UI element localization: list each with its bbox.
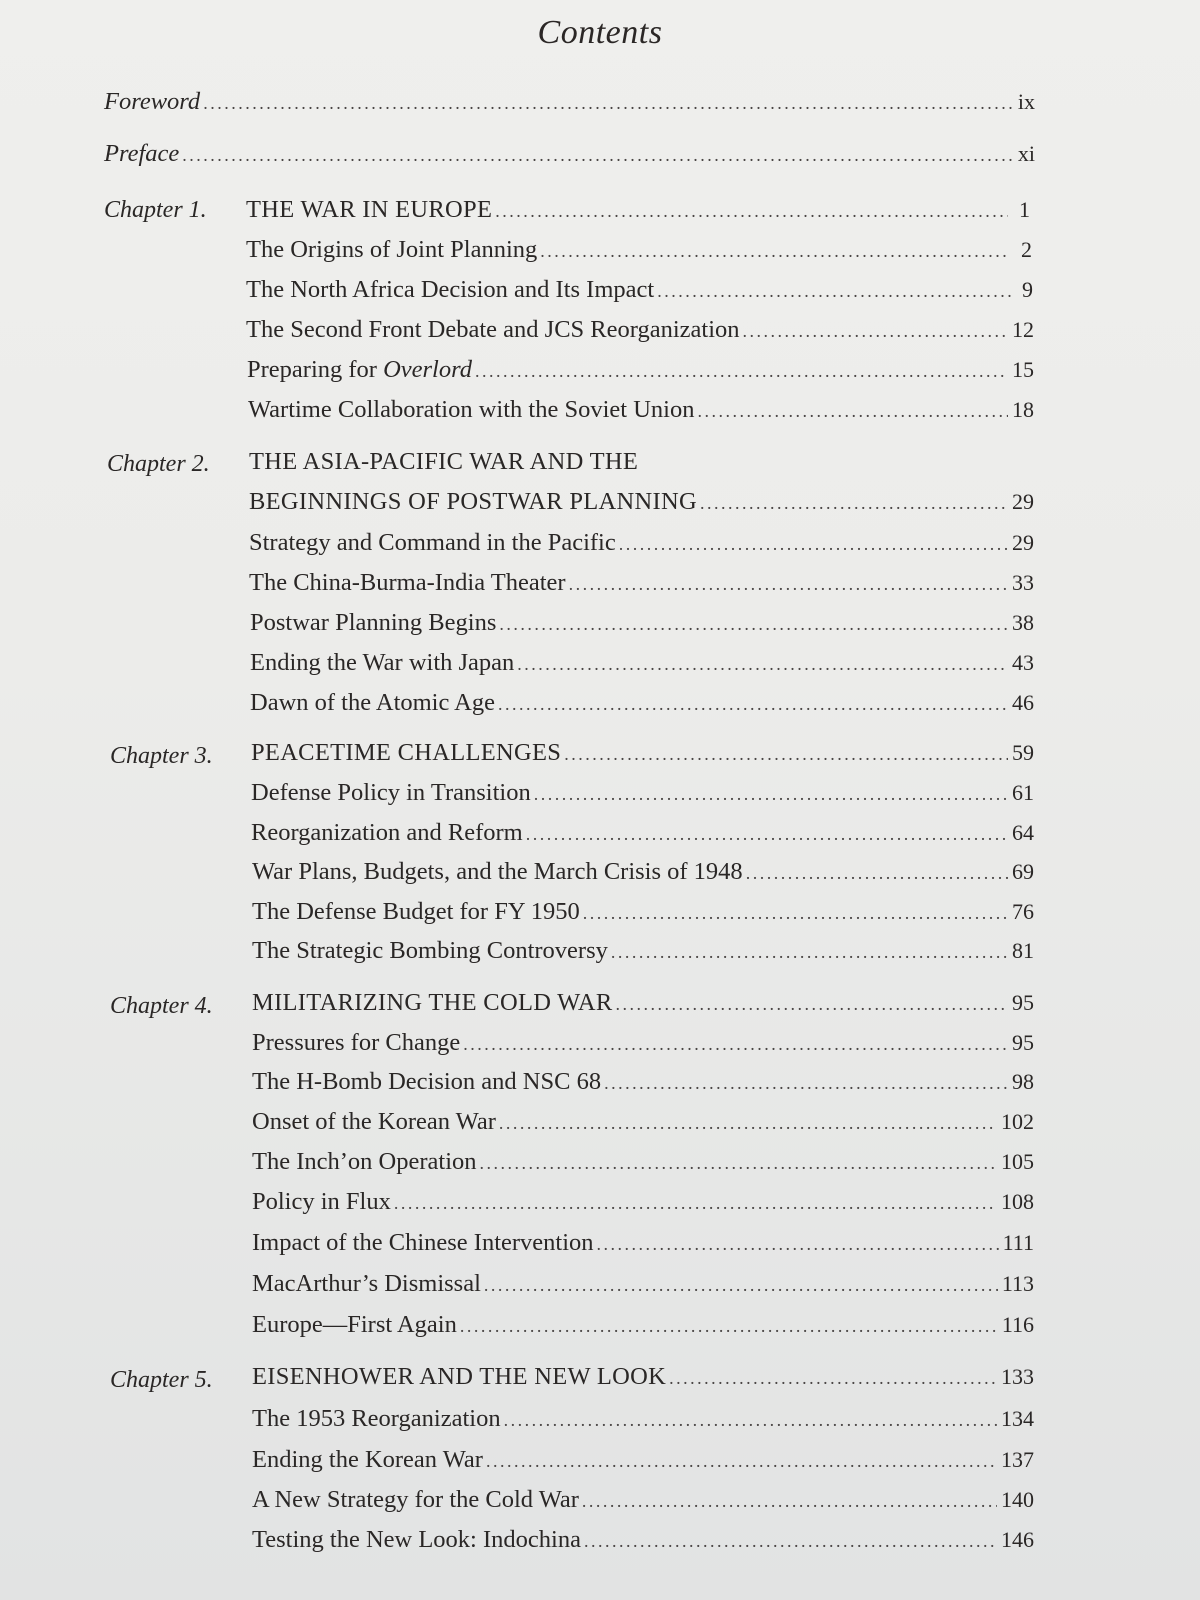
chapter-heading-5[interactable] — [252, 1359, 1034, 1395]
toc-entry[interactable] — [252, 1144, 1034, 1180]
toc-entry-label: The North Africa Decision and Its Impact — [246, 276, 655, 303]
toc-page-number: 33 — [1012, 570, 1034, 595]
toc-entry-label: Reorganization and Reform — [251, 819, 523, 846]
chapter-title-line2: BEGINNINGS OF POSTWAR PLANNING — [249, 488, 697, 515]
toc-entry[interactable] — [249, 565, 1034, 601]
toc-entry-label-prefix: Preparing for — [247, 356, 384, 383]
toc-page-number: 140 — [1001, 1487, 1034, 1512]
toc-entry[interactable] — [247, 352, 1034, 388]
toc-page-number: 146 — [1001, 1527, 1034, 1552]
toc-entry-label: MacArthur’s Dismissal — [252, 1270, 481, 1297]
toc-entry-label: Defense Policy in Transition — [251, 779, 531, 806]
page-title: Contents — [537, 14, 663, 51]
dot-leader — [697, 393, 1008, 429]
chapter-heading-2[interactable] — [249, 484, 1034, 520]
chapter-title: EISENHOWER AND THE NEW LOOK — [252, 1363, 667, 1390]
dot-leader — [669, 1360, 997, 1396]
toc-page-number: 133 — [1001, 1364, 1034, 1389]
toc-page-number: 29 — [1012, 530, 1034, 555]
toc-page-number: 38 — [1012, 610, 1034, 635]
toc-entry[interactable] — [252, 1482, 1034, 1518]
toc-page-number: 111 — [1002, 1230, 1034, 1255]
toc-page-number: 59 — [1012, 740, 1034, 765]
toc-page-number: 29 — [1012, 489, 1034, 514]
toc-entry-label: Europe—First Again — [252, 1311, 457, 1338]
toc-entry-label: The Second Front Debate and JCS Reorganization — [246, 316, 740, 343]
dot-leader — [604, 1065, 1008, 1101]
dot-leader — [203, 85, 1013, 121]
toc-page-number: 95 — [1012, 990, 1034, 1015]
toc-page-number: ix — [1017, 89, 1035, 114]
toc-entry-label: The Inch’on Operation — [252, 1148, 477, 1175]
toc-page-number: 61 — [1012, 780, 1034, 805]
toc-page-number: 113 — [1001, 1271, 1034, 1296]
dot-leader — [499, 606, 1008, 642]
toc-entry-label: Dawn of the Atomic Age — [250, 689, 495, 716]
dot-leader — [569, 566, 1008, 602]
dot-leader — [517, 646, 1008, 682]
dot-leader — [583, 895, 1008, 931]
dot-leader — [616, 986, 1008, 1022]
chapter-label: Chapter 1. — [104, 197, 207, 223]
chapter-title: MILITARIZING THE COLD WAR — [252, 989, 613, 1016]
dot-leader — [582, 1483, 997, 1519]
toc-page-number: 12 — [1012, 317, 1034, 342]
toc-page-number: 69 — [1012, 859, 1034, 884]
dot-leader — [700, 485, 1008, 521]
dot-leader — [484, 1267, 998, 1303]
dot-leader — [657, 273, 1011, 309]
chapter-label: Chapter 5. — [110, 1367, 213, 1393]
toc-entry[interactable] — [252, 1522, 1034, 1558]
toc-entry[interactable] — [251, 815, 1034, 851]
toc-page-number: 2 — [1021, 237, 1032, 262]
dot-leader — [584, 1523, 997, 1559]
toc-page-number: 15 — [1012, 357, 1034, 382]
toc-entry-label: Pressures for Change — [252, 1029, 461, 1056]
dot-leader — [499, 1105, 997, 1141]
toc-page-number: 76 — [1012, 899, 1034, 924]
dot-leader — [534, 776, 1008, 812]
toc-page-number: 64 — [1012, 820, 1034, 845]
chapter-label: Chapter 3. — [110, 743, 213, 769]
toc-entry[interactable] — [252, 1307, 1034, 1343]
toc-page-number: 46 — [1012, 690, 1034, 715]
toc-entry-label: War Plans, Budgets, and the March Crisis of 1948 — [252, 858, 743, 885]
toc-entry[interactable] — [252, 1184, 1034, 1220]
chapter-title: THE WAR IN EUROPE — [246, 196, 493, 223]
toc-entry[interactable] — [252, 933, 1034, 969]
chapter-heading-1[interactable] — [246, 192, 1030, 228]
dot-leader — [475, 353, 1008, 389]
toc-entry-label: The Defense Budget for FY 1950 — [252, 898, 580, 925]
toc-entry-label: The Strategic Bombing Controversy — [252, 937, 608, 964]
toc-entry-label: Postwar Planning Begins — [250, 609, 497, 636]
toc-page-number: 105 — [1001, 1149, 1034, 1174]
toc-entry[interactable] — [252, 1266, 1034, 1302]
toc-entry-label-italic: Overlord — [383, 356, 472, 383]
dot-leader — [564, 736, 1008, 772]
dot-leader — [480, 1145, 998, 1181]
toc-page-number: 108 — [1001, 1189, 1034, 1214]
toc-entry[interactable] — [252, 1025, 1034, 1061]
toc-entry-label: Wartime Collaboration with the Soviet Union — [248, 396, 695, 423]
toc-entry-label: Preface — [104, 140, 180, 167]
toc-page-number: 98 — [1012, 1069, 1034, 1094]
toc-page-number: 18 — [1012, 397, 1034, 422]
toc-entry[interactable] — [252, 854, 1034, 890]
toc-entry[interactable] — [252, 1104, 1034, 1140]
toc-entry[interactable] — [252, 1225, 1034, 1261]
toc-page-number: 9 — [1022, 277, 1033, 302]
toc-entry[interactable] — [246, 312, 1034, 348]
toc-entry-label: Ending the Korean War — [252, 1446, 483, 1473]
toc-page-number: 81 — [1012, 938, 1034, 963]
toc-page-number: xi — [1017, 141, 1035, 166]
toc-entry-label: Ending the War with Japan — [250, 649, 515, 676]
toc-entry[interactable] — [251, 775, 1034, 811]
toc-page-number: 102 — [1001, 1109, 1034, 1134]
dot-leader — [495, 193, 1008, 229]
toc-entry-label: The Origins of Joint Planning — [246, 236, 538, 263]
toc-entry[interactable] — [252, 894, 1034, 930]
toc-page-number: 95 — [1012, 1030, 1034, 1055]
toc-page-number: 116 — [1001, 1312, 1034, 1337]
toc-page-number: 43 — [1012, 650, 1034, 675]
chapter-title: PEACETIME CHALLENGES — [251, 739, 562, 766]
toc-entry-label: The 1953 Reorganization — [252, 1405, 501, 1432]
toc-entry[interactable] — [246, 272, 1033, 308]
toc-entry-label: Policy in Flux — [252, 1188, 391, 1215]
dot-leader — [597, 1226, 999, 1262]
toc-entry-label — [247, 352, 472, 388]
toc-entry-label: A New Strategy for the Cold War — [252, 1486, 579, 1513]
dot-leader — [182, 137, 1013, 173]
toc-entry[interactable] — [252, 1442, 1034, 1478]
dot-leader — [619, 526, 1008, 562]
dot-leader — [746, 855, 1008, 891]
chapter-heading-4[interactable] — [252, 985, 1034, 1021]
toc-entry-label: Testing the New Look: Indochina — [252, 1526, 581, 1553]
dot-leader — [498, 686, 1008, 722]
dot-leader — [611, 934, 1008, 970]
chapter-label: Chapter 2. — [107, 451, 210, 477]
chapter-heading-3[interactable] — [251, 735, 1034, 771]
toc-entry-label: Foreword — [104, 88, 201, 115]
dot-leader — [460, 1308, 998, 1344]
dot-leader — [540, 233, 1010, 269]
chapter-label: Chapter 4. — [110, 993, 213, 1019]
toc-entry[interactable] — [249, 525, 1034, 561]
toc-entry[interactable] — [250, 605, 1034, 641]
toc-page-number: 1 — [1019, 197, 1030, 222]
chapter-title-line1: THE ASIA-PACIFIC WAR AND THE — [249, 448, 639, 475]
toc-entry[interactable] — [250, 685, 1034, 721]
toc-entry-label: Strategy and Command in the Pacific — [249, 529, 616, 556]
toc-page-number: 134 — [1001, 1406, 1034, 1431]
toc-entry[interactable] — [246, 232, 1032, 268]
toc-entry-label: The China-Burma-India Theater — [249, 569, 566, 596]
toc-page-number: 137 — [1001, 1447, 1034, 1472]
toc-entry-foreword[interactable] — [104, 84, 1035, 120]
toc-entry[interactable] — [250, 645, 1034, 681]
toc-entry-label: The H-Bomb Decision and NSC 68 — [252, 1068, 602, 1095]
dot-leader — [526, 816, 1008, 852]
dot-leader — [743, 313, 1008, 349]
dot-leader — [504, 1402, 997, 1438]
toc-entry-label: Onset of the Korean War — [252, 1108, 496, 1135]
dot-leader — [394, 1185, 997, 1221]
toc-entry[interactable] — [248, 392, 1034, 428]
toc-entry-preface[interactable] — [104, 136, 1035, 172]
dot-leader — [463, 1026, 1008, 1062]
toc-entry[interactable] — [252, 1401, 1034, 1437]
toc-entry-label: Impact of the Chinese Intervention — [252, 1229, 594, 1256]
dot-leader — [486, 1443, 997, 1479]
toc-entry[interactable] — [252, 1064, 1034, 1100]
